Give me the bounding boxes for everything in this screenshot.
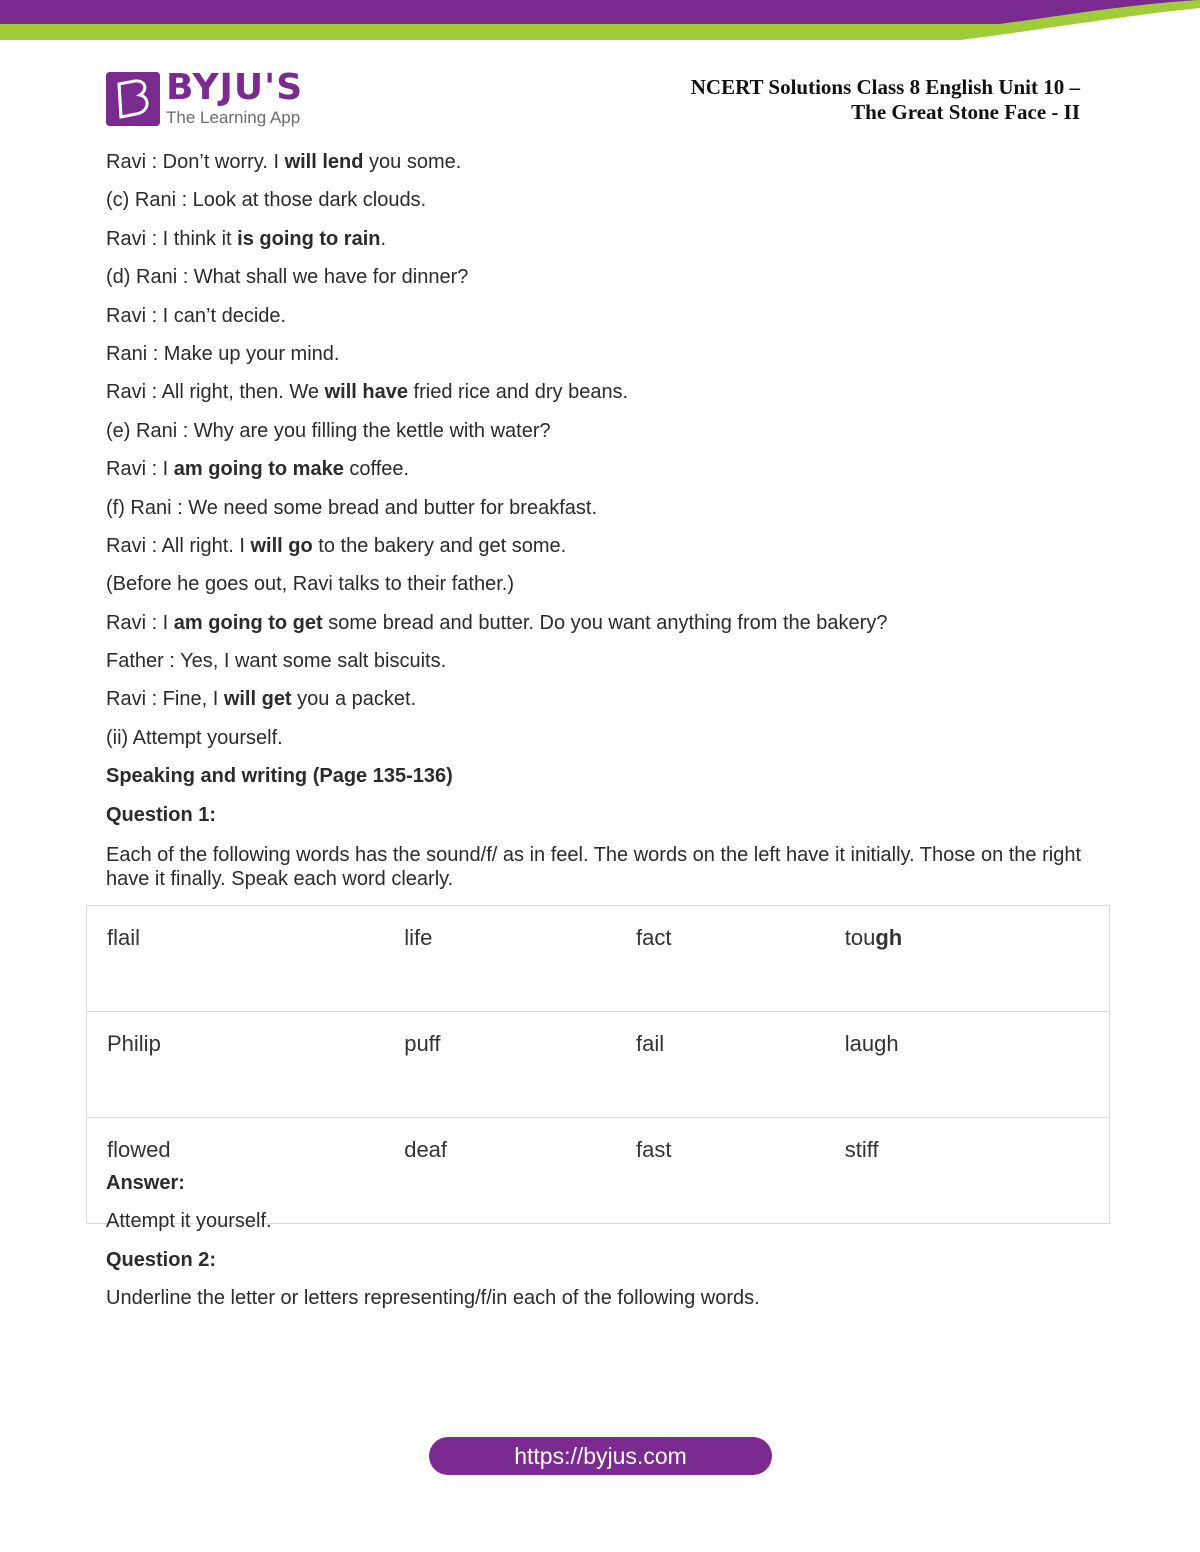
answer-label: Answer:: [106, 1172, 185, 1194]
title-line-2: The Great Stone Face - II: [851, 100, 1080, 124]
text-line: [106, 150, 1086, 174]
bold-segment: is going to rain: [237, 227, 381, 250]
word: laugh: [844, 1031, 899, 1056]
text-segment: .: [380, 227, 387, 250]
word: fail: [635, 1031, 665, 1056]
word: life: [404, 925, 433, 950]
word: Philip: [107, 1031, 161, 1056]
text-segment: (d) Rani : What shall we have for dinner?: [106, 266, 469, 289]
word: deaf: [404, 1137, 448, 1162]
bold-segment: am going to make: [173, 458, 344, 481]
text-line: [106, 304, 1086, 328]
text-segment: (f) Rani : We need some bread and butter for breakfast.: [106, 496, 597, 519]
bold-segment: will get: [223, 688, 292, 711]
text-segment: Ravi : I can’t decide.: [106, 304, 287, 327]
answer-section: [106, 1171, 1086, 1325]
bold-segment: Speaking and writing (Page 135-136): [106, 765, 453, 788]
text-segment: Ravi : Don’t worry. I: [106, 151, 285, 173]
answer-text: Attempt it yourself.: [106, 1210, 272, 1233]
table-row: [87, 906, 1110, 1012]
word: tou: [844, 925, 876, 950]
word: flowed: [107, 1137, 171, 1162]
table-cell: [616, 906, 825, 1012]
text-line: [106, 457, 1086, 481]
text-segment: (c) Rani : Look at those dark clouds.: [106, 189, 427, 212]
text-segment: Ravi : I think it: [106, 227, 238, 250]
title-line-1: NCERT Solutions Class 8 English Unit 10 –: [690, 75, 1080, 99]
table-row: [87, 1012, 1110, 1118]
text-segment: Ravi : I: [106, 458, 174, 481]
text-segment: fried rice and dry beans.: [408, 381, 629, 404]
text-segment: (Before he goes out, Ravi talks to their father.): [106, 573, 514, 596]
word: fact: [635, 925, 672, 950]
table-cell: [384, 906, 616, 1012]
page-body: [106, 150, 1086, 841]
table-cell: [87, 906, 385, 1012]
bold-segment: will lend: [284, 151, 364, 173]
text-line: [106, 265, 1086, 289]
table-cell: [384, 1012, 616, 1118]
text-line: [106, 649, 1086, 673]
text-line: [106, 534, 1086, 558]
question-2-text: Underline the letter or letters representing/f/in each of the following words.: [106, 1287, 760, 1310]
bold-segment: Question 1:: [106, 803, 217, 826]
text-segment: Father : Yes, I want some salt biscuits.: [106, 650, 447, 673]
text-line: [106, 803, 1086, 827]
bold-segment: will have: [324, 381, 408, 404]
text-line: [106, 496, 1086, 520]
header-decoration: [0, 0, 1200, 44]
text-segment: Ravi : I: [106, 611, 174, 634]
text-segment: you a packet.: [291, 688, 417, 711]
text-line: [106, 726, 1086, 750]
text-line: [106, 611, 1086, 635]
byjus-logo: [106, 67, 304, 128]
text-segment: Ravi : Fine, I: [106, 688, 224, 711]
text-segment: you some.: [363, 151, 462, 173]
word: fast: [635, 1137, 672, 1162]
text-segment: some bread and butter. Do you want anything from the bakery?: [322, 611, 888, 634]
byjus-logo-icon: [106, 72, 160, 126]
table-cell: [825, 1012, 1110, 1118]
brand-name: BYJU'S: [166, 67, 304, 108]
text-segment: Ravi : All right, then. We: [106, 381, 325, 404]
text-segment: (e) Rani : Why are you filling the kettle with water?: [106, 419, 551, 442]
bold-segment: will go: [250, 534, 313, 557]
text-segment: (ii) Attempt yourself.: [106, 726, 283, 749]
table-cell: [87, 1012, 385, 1118]
question-2-label: Question 2:: [106, 1248, 217, 1271]
question-1-text: Each of the following words has the sound/f/ as in feel. The words on the left have it initially. Those on the right have it finally. Speak each word clearly.: [106, 844, 1082, 890]
text-segment: to the bakery and get some.: [312, 534, 567, 557]
text-line: [106, 572, 1086, 596]
bold-segment: am going to get: [173, 611, 323, 634]
word: stiff: [844, 1137, 879, 1162]
text-line: [106, 227, 1086, 251]
text-segment: Rani : Make up your mind.: [106, 342, 340, 365]
brand-tagline: The Learning App: [166, 108, 301, 127]
website-link[interactable]: [429, 1437, 772, 1475]
text-line: [106, 687, 1086, 711]
word: puff: [404, 1031, 441, 1056]
text-line: [106, 188, 1086, 212]
website-url: https://byjus.com: [514, 1442, 687, 1469]
text-line: [106, 380, 1086, 404]
text-line: [106, 764, 1086, 788]
text-segment: coffee.: [343, 458, 410, 481]
text-line: [106, 342, 1086, 366]
table-cell: [825, 906, 1110, 1012]
document-title: [691, 75, 1080, 125]
table-cell: [616, 1012, 825, 1118]
text-line: [106, 419, 1086, 443]
word: flail: [107, 925, 141, 950]
word-bold-part: gh: [875, 925, 903, 950]
text-segment: Ravi : All right. I: [106, 534, 251, 557]
